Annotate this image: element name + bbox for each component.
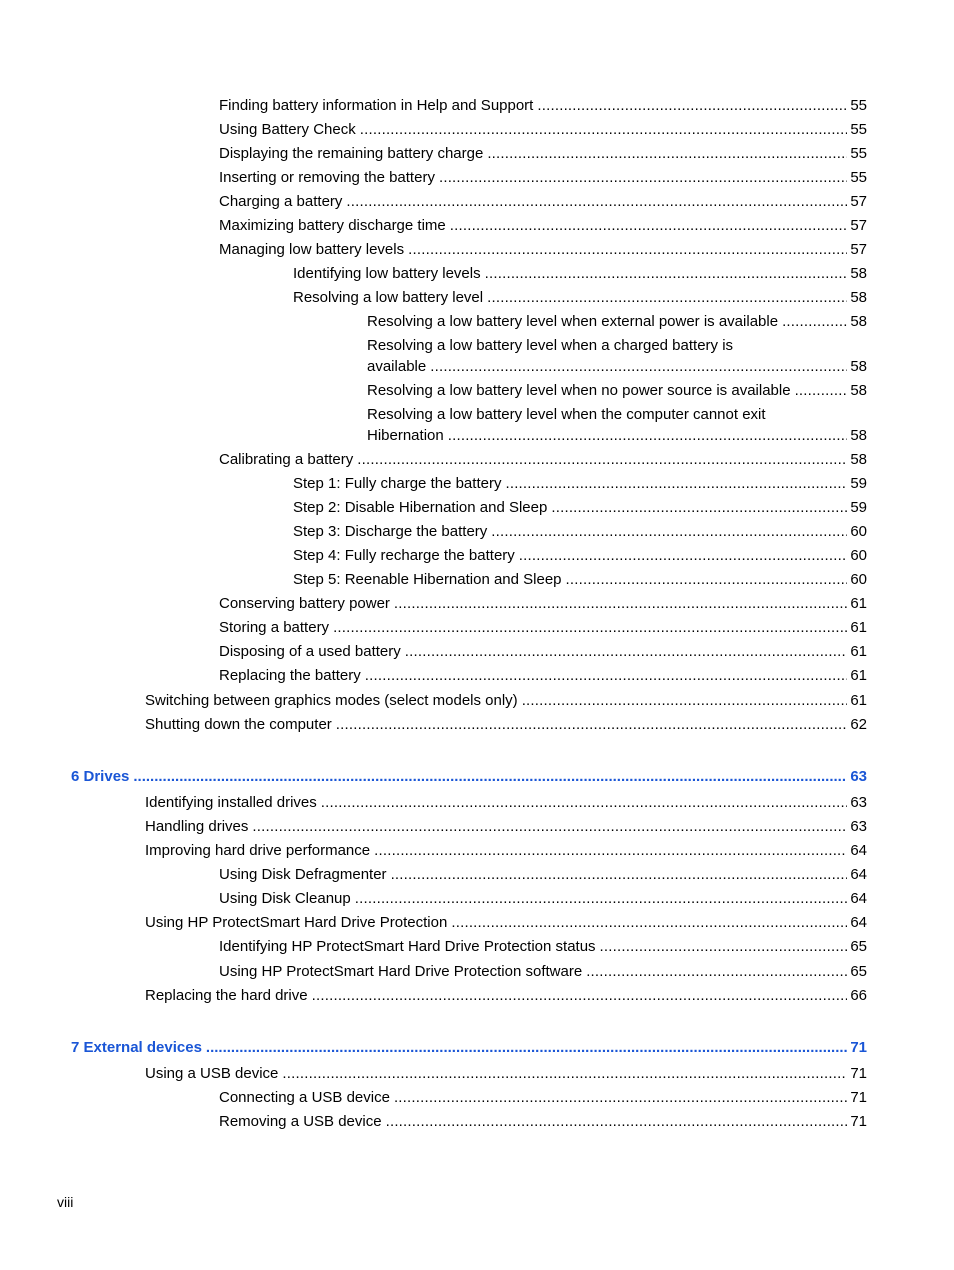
dot-leader [374,841,847,861]
dot-leader [333,618,847,638]
page-ref: 60 [850,571,867,588]
dot-leader [586,962,847,982]
dot-leader [391,865,848,885]
toc-entry[interactable]: Using Disk Defragmenter ..... 64 [219,865,867,885]
toc-entry[interactable]: Connecting a USB device ..... 71 [219,1088,867,1108]
dot-leader [321,793,848,813]
toc-entry[interactable]: Step 3: Discharge the battery ..... 60 [293,522,867,542]
toc-entry[interactable]: Hibernation ..... 58 [367,426,867,446]
toc-entry[interactable]: Identifying installed drives ..... 63 [145,793,867,813]
toc-entry[interactable]: Calibrating a battery ..... 58 [219,450,867,470]
toc-entry[interactable]: Identifying HP ProtectSmart Hard Drive Protection status ..... 65 [219,937,867,957]
page-ref: 65 [850,938,867,955]
page-ref: 71 [850,1089,867,1106]
toc-entry[interactable]: available ..... 58 [367,357,867,377]
page-ref: 58 [850,427,867,444]
toc-entry[interactable]: Managing low battery levels ..... 57 [219,240,867,260]
dot-leader [312,986,848,1006]
dot-leader [537,96,847,116]
page-ref: 59 [850,475,867,492]
dot-leader [450,216,848,236]
toc-entry[interactable]: Using HP ProtectSmart Hard Drive Protection software ..... 65 [219,962,867,982]
dot-leader [551,498,847,518]
dot-leader [355,889,848,909]
page-ref: 58 [850,358,867,375]
dot-leader [252,817,847,837]
dot-leader [394,594,847,614]
toc-entry-line1[interactable]: Resolving a low battery level when a charged battery is [367,337,734,354]
toc-entry[interactable]: Resolving a low battery level when no power source is available ..... 58 [367,381,867,401]
dot-leader [133,767,847,787]
page-ref: 61 [850,692,867,709]
dot-leader [522,691,848,711]
dot-leader [448,426,848,446]
page-ref: 59 [850,499,867,516]
page-ref: 63 [850,768,867,785]
toc-entry[interactable]: Handling drives ..... 63 [145,817,867,837]
dot-leader [365,666,848,686]
toc-entry[interactable]: Resolving a low battery level ..... 58 [293,288,867,308]
toc-entry[interactable]: Finding battery information in Help and Support ..... 55 [219,96,867,116]
toc-entry[interactable]: Using HP ProtectSmart Hard Drive Protection ..... 64 [145,913,867,933]
page-ref: 57 [850,241,867,258]
page-ref: 55 [850,97,867,114]
dot-leader [346,192,847,212]
page-ref: 58 [850,382,867,399]
page-ref: 66 [850,987,867,1004]
toc-entry[interactable]: Conserving battery power ..... 61 [219,594,867,614]
page-ref: 64 [850,890,867,907]
page-ref: 55 [850,145,867,162]
chapter-link-external-devices[interactable]: 7 External devices ..... 71 [71,1038,867,1058]
page-ref: 61 [850,595,867,612]
toc-entry[interactable]: Replacing the battery ..... 61 [219,666,867,686]
dot-leader [451,913,847,933]
dot-leader [430,357,847,377]
dot-leader [206,1038,847,1058]
dot-leader [505,474,847,494]
toc-entry[interactable]: Charging a battery ..... 57 [219,192,867,212]
toc-entry[interactable]: Maximizing battery discharge time ..... 57 [219,216,867,236]
dot-leader [386,1112,848,1132]
dot-leader [357,450,847,470]
toc-entry[interactable]: Using Battery Check ..... 55 [219,120,867,140]
toc-entry[interactable]: Step 5: Reenable Hibernation and Sleep ..... 60 [293,570,867,590]
toc-entry[interactable]: Using a USB device ..... 71 [145,1064,867,1084]
toc-entry[interactable]: Using Disk Cleanup ..... 64 [219,889,867,909]
page-ref: 64 [850,866,867,883]
page-number: viii [57,1194,74,1210]
dot-leader [487,144,847,164]
chapter-link-drives[interactable]: 6 Drives ..... 63 [71,767,867,787]
page-ref: 58 [850,289,867,306]
page-ref: 55 [850,121,867,138]
page-ref: 61 [850,619,867,636]
page-ref: 64 [850,842,867,859]
dot-leader [394,1088,847,1108]
page-ref: 65 [850,963,867,980]
dot-leader [405,642,848,662]
dot-leader [782,312,847,332]
toc-entry[interactable]: Improving hard drive performance ..... 64 [145,841,867,861]
page-ref: 62 [850,716,867,733]
toc-entry[interactable]: Storing a battery ..... 61 [219,618,867,638]
page-ref: 71 [850,1065,867,1082]
toc-entry[interactable]: Switching between graphics modes (select models only) ..... 61 [145,691,867,711]
dot-leader [519,546,848,566]
toc-entry[interactable]: Replacing the hard drive ..... 66 [145,986,867,1006]
page-ref: 57 [850,217,867,234]
dot-leader [439,168,847,188]
page-ref: 63 [850,818,867,835]
dot-leader [795,381,848,401]
page-ref: 57 [850,193,867,210]
page-ref: 60 [850,547,867,564]
toc-entry[interactable]: Step 2: Disable Hibernation and Sleep ..... 59 [293,498,867,518]
page-ref: 63 [850,794,867,811]
page-ref: 58 [850,313,867,330]
toc-entry-line1[interactable]: Resolving a low battery level when the computer cannot exit [367,406,766,423]
dot-leader [491,522,847,542]
page-ref: 55 [850,169,867,186]
toc-entry[interactable]: Shutting down the computer ..... 62 [145,715,867,735]
toc-entry[interactable]: Identifying low battery levels ..... 58 [293,264,867,284]
page-ref: 61 [850,667,867,684]
dot-leader [600,937,848,957]
page-ref: 71 [850,1039,867,1056]
dot-leader [566,570,848,590]
dot-leader [485,264,848,284]
toc-entry[interactable]: Resolving a low battery level when external power is available ..... 58 [367,312,867,332]
toc-entry[interactable]: Disposing of a used battery ..... 61 [219,642,867,662]
dot-leader [360,120,848,140]
dot-leader [282,1064,847,1084]
toc-entry[interactable]: Removing a USB device ..... 71 [219,1112,867,1132]
toc-entry[interactable]: Step 4: Fully recharge the battery ..... 60 [293,546,867,566]
page-ref: 58 [850,451,867,468]
toc-entry[interactable]: Step 1: Fully charge the battery ..... 59 [293,474,867,494]
page-ref: 71 [850,1113,867,1130]
page-ref: 60 [850,523,867,540]
page-ref: 64 [850,914,867,931]
page-ref: 58 [850,265,867,282]
page-ref: 61 [850,643,867,660]
dot-leader [487,288,847,308]
toc-entry[interactable]: Inserting or removing the battery ..... 55 [219,168,867,188]
dot-leader [336,715,848,735]
toc-entry[interactable]: Displaying the remaining battery charge ..... 55 [219,144,867,164]
dot-leader [408,240,847,260]
